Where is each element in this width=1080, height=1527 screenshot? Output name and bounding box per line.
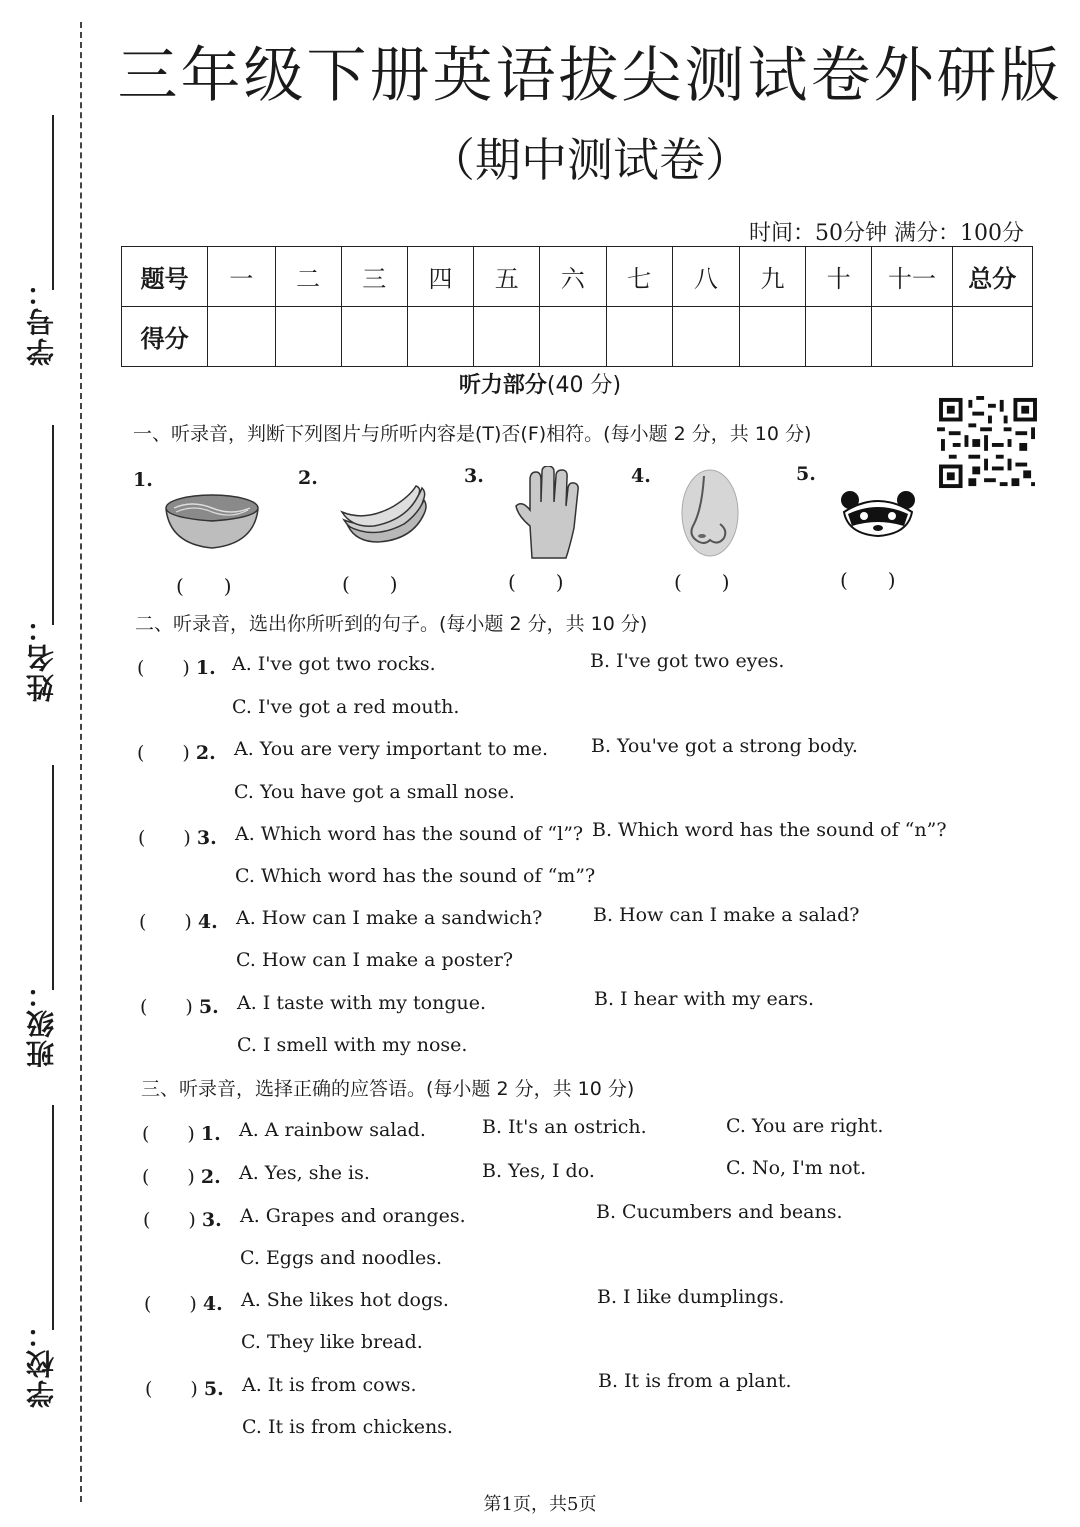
picture-number: 2. [298, 467, 318, 489]
option-b: B. Cucumbers and beans. [596, 1201, 843, 1223]
option-c: C. Eggs and noodles. [240, 1247, 443, 1269]
score-cell[interactable] [606, 307, 672, 367]
score-cell[interactable] [407, 307, 473, 367]
answer-blank[interactable]: ( ) [840, 568, 896, 592]
listening-title-text: 听力部分 [458, 373, 547, 398]
option-a: A. Yes, she is. [239, 1162, 370, 1184]
hand-icon [512, 466, 584, 562]
score-header-cell: 九 [739, 247, 805, 307]
answer-blank[interactable]: ( ) [674, 570, 730, 594]
score-header-cell: 六 [540, 247, 606, 307]
school-line [52, 1105, 54, 1330]
score-cell[interactable] [474, 307, 540, 367]
answer-blank[interactable]: ( ) [176, 574, 232, 598]
school-label: 学校： [25, 1318, 58, 1408]
question-row [138, 823, 217, 850]
option-a: A. It is from cows. [242, 1374, 417, 1396]
answer-blank[interactable]: ( ) [143, 1209, 196, 1231]
question-row [142, 1119, 221, 1146]
time-info: 时间：50分钟 满分：100分 [749, 221, 1024, 246]
class-label: 班级： [25, 978, 58, 1068]
question-number: 4. [202, 1293, 223, 1315]
page-title: 三年级下册英语拔尖测试卷外研版 [117, 41, 1063, 111]
option-b: B. It's an ostrich. [482, 1116, 647, 1138]
question-number: 2. [200, 1166, 221, 1188]
student-no-line [52, 115, 54, 290]
question-row [139, 907, 218, 934]
answer-blank[interactable]: ( ) [139, 911, 192, 933]
score-cell[interactable] [341, 307, 407, 367]
question-number: 1. [200, 1123, 221, 1145]
answer-blank[interactable]: ( ) [342, 572, 398, 596]
score-cell[interactable] [806, 307, 872, 367]
score-cell[interactable] [872, 307, 952, 367]
option-c: C. They like bread. [241, 1331, 423, 1353]
option-c: C. You are right. [726, 1115, 884, 1137]
option-c: C. I smell with my nose. [237, 1034, 468, 1056]
student-no-label: 学号： [25, 276, 58, 366]
answer-blank[interactable]: ( ) [508, 570, 564, 594]
option-a: A. She likes hot dogs. [241, 1289, 449, 1311]
score-header-cell: 题号 [122, 247, 208, 307]
question-row [144, 1289, 223, 1316]
answer-blank[interactable]: ( ) [145, 1378, 198, 1400]
nose-icon [680, 468, 740, 558]
score-header-cell: 七 [606, 247, 672, 307]
question-number: 4. [197, 911, 218, 933]
page-subtitle: （期中测试卷） [429, 133, 751, 187]
picture-number: 5. [796, 463, 816, 485]
option-c: C. I've got a red mouth. [232, 696, 460, 718]
answer-blank[interactable]: ( ) [138, 827, 191, 849]
panda-mask-icon [838, 490, 918, 540]
option-a: A. You are very important to me. [234, 738, 549, 760]
score-cell[interactable] [672, 307, 739, 367]
question-number: 5. [198, 996, 219, 1018]
score-table-header-row [122, 247, 1033, 307]
option-b: B. I hear with my ears. [594, 988, 815, 1010]
name-line [52, 425, 54, 625]
question-row [137, 653, 216, 680]
question-row [145, 1374, 224, 1401]
score-cell[interactable] [540, 307, 606, 367]
option-c: C. It is from chickens. [242, 1416, 453, 1438]
question-number: 3. [196, 827, 217, 849]
option-b: B. I've got two eyes. [590, 650, 785, 672]
score-header-cell: 十 [806, 247, 872, 307]
question-row [137, 738, 216, 765]
answer-blank[interactable]: ( ) [137, 742, 190, 764]
class-line [52, 765, 54, 990]
option-b: B. Which word has the sound of “n”? [592, 819, 947, 841]
answer-blank[interactable]: ( ) [137, 657, 190, 679]
question-number: 2. [195, 742, 216, 764]
score-header-cell: 十一 [872, 247, 952, 307]
score-header-cell: 二 [275, 247, 341, 307]
option-c: C. How can I make a poster? [236, 949, 514, 971]
name-label: 姓名： [25, 612, 58, 702]
section2-title: 二、听录音，选出你所听到的句子。(每小题 2 分，共 10 分) [135, 613, 648, 635]
binding-dashed-line [80, 22, 82, 1502]
option-a: A. I've got two rocks. [232, 653, 436, 675]
score-header-cell: 三 [341, 247, 407, 307]
score-header-cell: 四 [407, 247, 473, 307]
score-header-cell: 总分 [952, 247, 1032, 307]
listening-section-title [0, 368, 1080, 399]
option-b: B. I like dumplings. [597, 1286, 785, 1308]
option-c: C. Which word has the sound of “m”? [235, 865, 596, 887]
question-number: 3. [201, 1209, 222, 1231]
listening-points: (40 分) [546, 373, 622, 398]
option-a: A. Which word has the sound of “l”? [235, 823, 584, 845]
page-footer: 第1页，共5页 [483, 1494, 597, 1515]
question-row [140, 992, 219, 1019]
answer-blank[interactable]: ( ) [144, 1293, 197, 1315]
picture-number: 4. [631, 465, 651, 487]
picture-number: 3. [464, 465, 484, 487]
option-a: A. Grapes and oranges. [240, 1205, 466, 1227]
score-row-label: 得分 [122, 307, 208, 367]
score-header-cell: 八 [672, 247, 739, 307]
option-b: B. How can I make a salad? [593, 904, 860, 926]
picture-number: 1. [133, 469, 153, 491]
answer-blank[interactable]: ( ) [142, 1123, 195, 1145]
question-row [142, 1162, 221, 1189]
option-c: C. You have got a small nose. [234, 781, 515, 803]
score-cell[interactable] [952, 307, 1032, 367]
score-cell[interactable] [208, 307, 275, 367]
score-cell[interactable] [275, 307, 341, 367]
noodle-bowl-icon [162, 492, 262, 552]
score-table [121, 246, 1033, 367]
question-row [143, 1205, 222, 1232]
option-b: B. It is from a plant. [598, 1370, 792, 1392]
score-header-cell: 一 [208, 247, 275, 307]
section3-title: 三、听录音，选择正确的应答语。(每小题 2 分，共 10 分) [141, 1078, 635, 1100]
answer-blank[interactable]: ( ) [140, 996, 193, 1018]
score-header-cell: 五 [474, 247, 540, 307]
option-b: B. You've got a strong body. [591, 735, 858, 757]
option-a: A. How can I make a sandwich? [236, 907, 543, 929]
score-table-score-row [122, 307, 1033, 367]
question-number: 5. [203, 1378, 224, 1400]
section1-title: 一、听录音，判断下列图片与所听内容是(T)否(F)相符。(每小题 2 分，共 10 分) [133, 423, 812, 445]
bananas-icon [338, 484, 430, 546]
option-a: A. A rainbow salad. [239, 1119, 426, 1141]
answer-blank[interactable]: ( ) [142, 1166, 195, 1188]
question-number: 1. [195, 657, 216, 679]
qr-code-icon[interactable] [936, 396, 1040, 490]
score-cell[interactable] [739, 307, 805, 367]
option-a: A. I taste with my tongue. [237, 992, 487, 1014]
option-b: B. Yes, I do. [482, 1160, 595, 1182]
option-c: C. No, I'm not. [726, 1157, 867, 1179]
